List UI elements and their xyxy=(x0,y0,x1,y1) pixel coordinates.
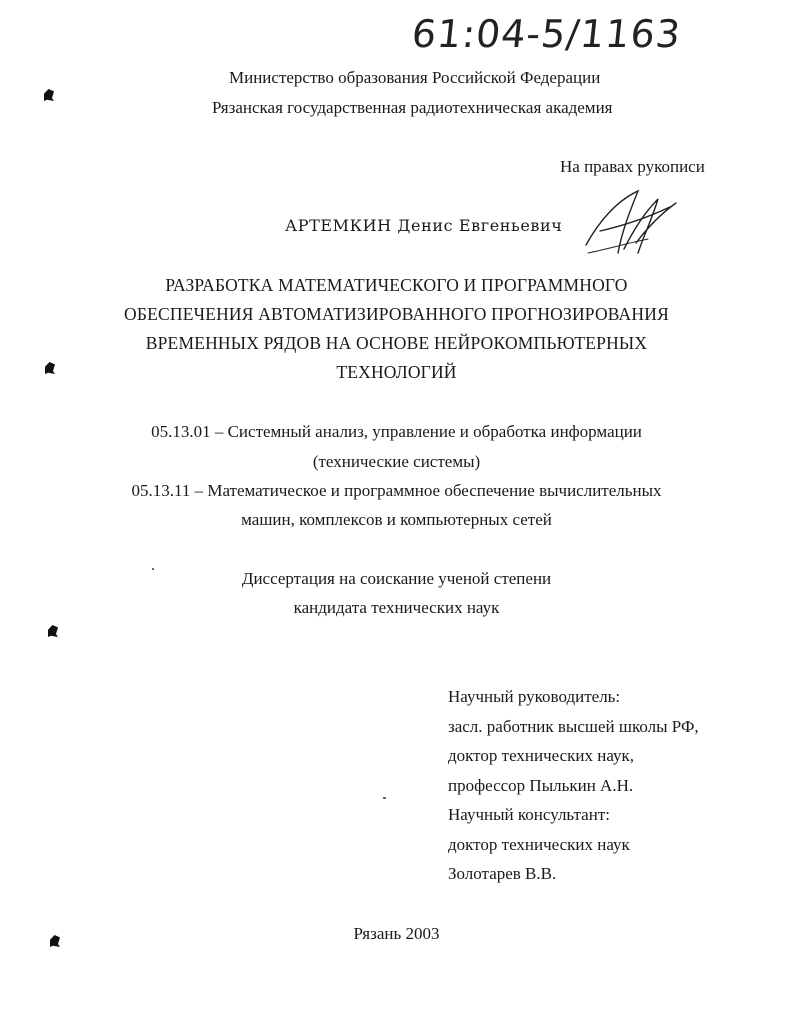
supervisor-detail: засл. работник высшей школы РФ, xyxy=(448,717,699,736)
supervisor-name: профессор Пылькин А.Н. xyxy=(448,776,634,795)
title-line: ТЕХНОЛОГИЙ xyxy=(336,362,457,382)
title-line: РАЗРАБОТКА МАТЕМАТИЧЕСКОГО И ПРОГРАММНОГО xyxy=(165,275,628,295)
consultant-name: Золотарев В.В. xyxy=(448,864,557,883)
academy-name: Рязанская государственная радиотехническая академия xyxy=(212,98,613,117)
specialty-description: (технические системы) xyxy=(312,452,481,471)
author-name: АРТЕМКИН Денис Евгеньевич xyxy=(285,216,563,235)
manuscript-rights-note: На правах рукописи xyxy=(560,157,705,176)
scan-mark xyxy=(44,89,54,101)
consultant-heading: Научный консультант: xyxy=(448,805,610,824)
title-line: ВРЕМЕННЫХ РЯДОВ НА ОСНОВЕ НЕЙРОКОМПЬЮТЕРНЫХ xyxy=(145,333,648,353)
archive-number: 61:04-5/1163 xyxy=(409,12,684,56)
consultant-detail: доктор технических наук xyxy=(448,835,630,854)
specialty-code-line: 05.13.01 – Системный анализ, управление и обработка информации xyxy=(151,422,642,441)
supervisor-heading: Научный руководитель: xyxy=(448,687,621,706)
title-line: ОБЕСПЕЧЕНИЯ АВТОМАТИЗИРОВАННОГО ПРОГНОЗИРОВАНИЯ xyxy=(124,304,669,324)
degree-name: кандидата технических наук xyxy=(293,598,500,617)
scan-mark xyxy=(48,625,58,637)
specialty-code-line: 05.13.11 – Математическое и программное обеспечение вычислительных xyxy=(131,481,662,500)
signature xyxy=(578,183,688,263)
supervisor-detail: доктор технических наук, xyxy=(448,746,635,765)
ministry-name: Министерство образования Российской Федерации xyxy=(229,68,601,87)
city-year: Рязань 2003 xyxy=(353,924,440,943)
dissertation-purpose: Диссертация на соискание ученой степени xyxy=(241,569,552,588)
scan-speck xyxy=(383,797,386,799)
specialty-description: машин, комплексов и компьютерных сетей xyxy=(241,510,552,529)
